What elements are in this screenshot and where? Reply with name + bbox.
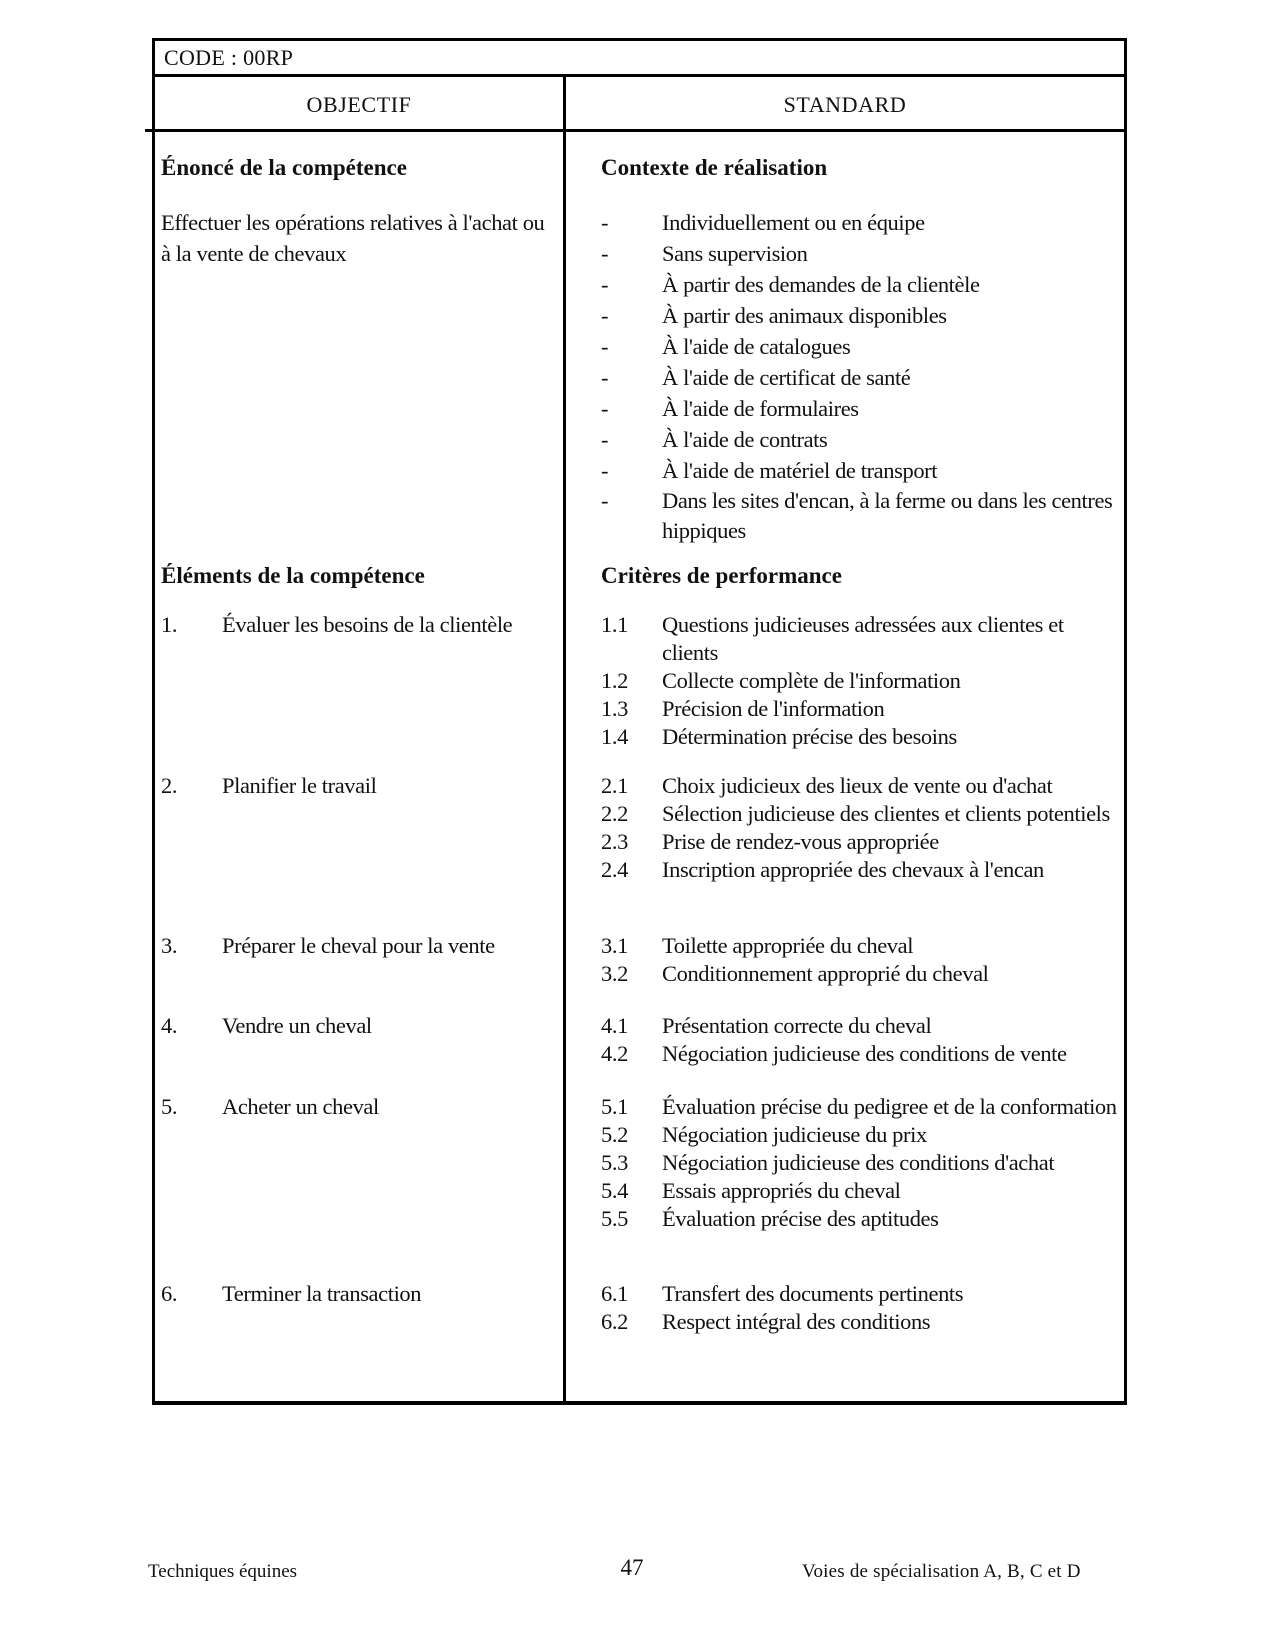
contexte-item: - À l'aide de matériel de transport — [601, 458, 938, 483]
contexte-item: - À l'aide de contrats — [601, 427, 828, 452]
criterion: 1.1 Questions judicieuses adressées aux clientes et clients — [601, 612, 1064, 665]
criterion: 1.2 Collecte complète de l'information — [601, 668, 961, 693]
element-text: Vendre un cheval — [222, 1013, 372, 1038]
criterion: 1.3 Précision de l'information — [601, 696, 885, 721]
contexte-item: - À partir des animaux disponibles — [601, 303, 947, 328]
criteria-group — [601, 1093, 1121, 1233]
contexte-list — [601, 207, 1121, 546]
header-divider — [145, 129, 1127, 132]
elements-title: Éléments de la compétence — [161, 563, 425, 588]
element-item — [161, 1280, 561, 1308]
contexte-item: - Individuellement ou en équipe — [601, 210, 925, 235]
criteria-group — [601, 772, 1121, 884]
enonce-text: Effectuer les opérations relatives à l'achat ou à la vente de chevaux — [161, 210, 545, 266]
contexte-item: - Sans supervision — [601, 241, 808, 266]
criteria-group — [601, 1280, 1121, 1336]
contexte-item: - Dans les sites d'encan, à la ferme ou dans les centres hippiques — [601, 488, 1113, 543]
criterion: 3.1 Toilette appropriée du cheval — [601, 933, 914, 958]
element-num: 5. — [161, 1094, 178, 1119]
criterion: 5.4 Essais appropriés du cheval — [601, 1178, 901, 1203]
element-item — [161, 932, 561, 960]
competency-table — [152, 38, 1127, 1405]
criterion: 6.2 Respect intégral des conditions — [601, 1309, 931, 1334]
criterion: 5.3 Négociation judicieuse des conditions d'achat — [601, 1150, 1055, 1175]
contexte-item: - À l'aide de catalogues — [601, 334, 851, 359]
criterion: 2.2 Sélection judicieuse des clientes et clients potentiels — [601, 801, 1110, 826]
criterion: 5.5 Évaluation précise des aptitudes — [601, 1206, 939, 1231]
criterion: 1.4 Détermination précise des besoins — [601, 724, 957, 749]
criteria-group — [601, 611, 1121, 751]
element-item — [161, 1012, 561, 1040]
contexte-title: Contexte de réalisation — [601, 155, 828, 180]
criterion: 5.1 Évaluation précise du pedigree et de la conformation — [601, 1094, 1117, 1119]
element-item — [161, 611, 561, 639]
element-item — [161, 1093, 561, 1121]
standard-column — [601, 153, 1121, 1334]
element-num: 4. — [161, 1013, 178, 1038]
criterion: 6.1 Transfert des documents pertinents — [601, 1281, 964, 1306]
footer-program: Techniques équines — [148, 1561, 298, 1582]
criteres-title: Critères de performance — [601, 563, 842, 588]
enonce-title: Énoncé de la compétence — [161, 155, 407, 180]
objectif-header: OBJECTIF — [306, 92, 412, 117]
criterion: 2.3 Prise de rendez-vous appropriée — [601, 829, 939, 854]
criterion: 3.2 Conditionnement approprié du cheval — [601, 961, 989, 986]
contexte-item: - À l'aide de formulaires — [601, 396, 859, 421]
element-num: 6. — [161, 1281, 178, 1306]
element-text: Préparer le cheval pour la vente — [222, 933, 495, 958]
criterion: 4.2 Négociation judicieuse des conditions de vente — [601, 1041, 1067, 1066]
element-text: Planifier le travail — [222, 773, 377, 798]
criterion: 4.1 Présentation correcte du cheval — [601, 1013, 932, 1038]
criterion: 2.1 Choix judicieux des lieux de vente ou d'achat — [601, 773, 1053, 798]
page-number: 47 — [620, 1555, 644, 1580]
criteria-group — [601, 1012, 1121, 1068]
code-label: CODE : 00RP — [155, 41, 1124, 77]
footer-specializations: Voies de spécialisation A, B, C et D — [802, 1561, 1081, 1582]
objectif-column — [161, 153, 556, 1306]
element-text: Acheter un cheval — [222, 1094, 379, 1119]
standard-header: STANDARD — [783, 92, 907, 117]
column-divider — [563, 77, 566, 1401]
contexte-item: - À partir des demandes de la clientèle — [601, 272, 980, 297]
element-num: 2. — [161, 773, 178, 798]
element-num: 3. — [161, 933, 178, 958]
element-text: Évaluer les besoins de la clientèle — [222, 612, 513, 637]
element-num: 1. — [161, 612, 178, 637]
element-item — [161, 772, 561, 800]
criterion: 2.4 Inscription appropriée des chevaux à l'encan — [601, 857, 1044, 882]
element-text: Terminer la transaction — [222, 1281, 422, 1306]
contexte-item: - À l'aide de certificat de santé — [601, 365, 911, 390]
criterion: 5.2 Négociation judicieuse du prix — [601, 1122, 927, 1147]
criteria-group — [601, 932, 1121, 988]
